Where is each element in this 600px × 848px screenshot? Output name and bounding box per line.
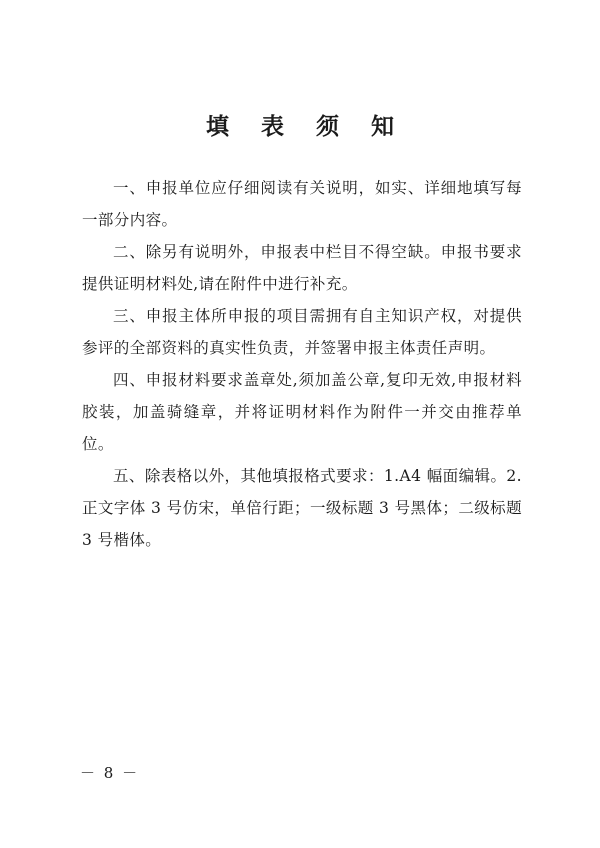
instruction-paragraph-1: 一、申报单位应仔细阅读有关说明，如实、详细地填写每一部分内容。 (82, 179, 522, 229)
instructions-body (82, 172, 522, 556)
page-number: － 8 － (80, 764, 140, 782)
instruction-paragraph-3: 三、申报主体所申报的项目需拥有自主知识产权，对提供参评的全部资料的真实性负责，并签署申报主体责任声明。 (82, 307, 522, 357)
instruction-paragraph-2: 二、除另有说明外，申报表中栏目不得空缺。申报书要求提供证明材料处,请在附件中进行补充。 (82, 243, 522, 293)
instruction-paragraph-4: 四、申报材料要求盖章处,须加盖公章,复印无效,申报材料胶装，加盖骑缝章，并将证明材料作为附件一并交由推荐单位。 (82, 371, 522, 453)
page-title: 填 表 须 知 (205, 113, 407, 140)
instruction-paragraph-5: 五、除表格以外，其他填报格式要求：1.A4 幅面编辑。2.正文字体 3 号仿宋，单倍行距；一级标题 3 号黑体；二级标题 3 号楷体。 (82, 467, 522, 549)
